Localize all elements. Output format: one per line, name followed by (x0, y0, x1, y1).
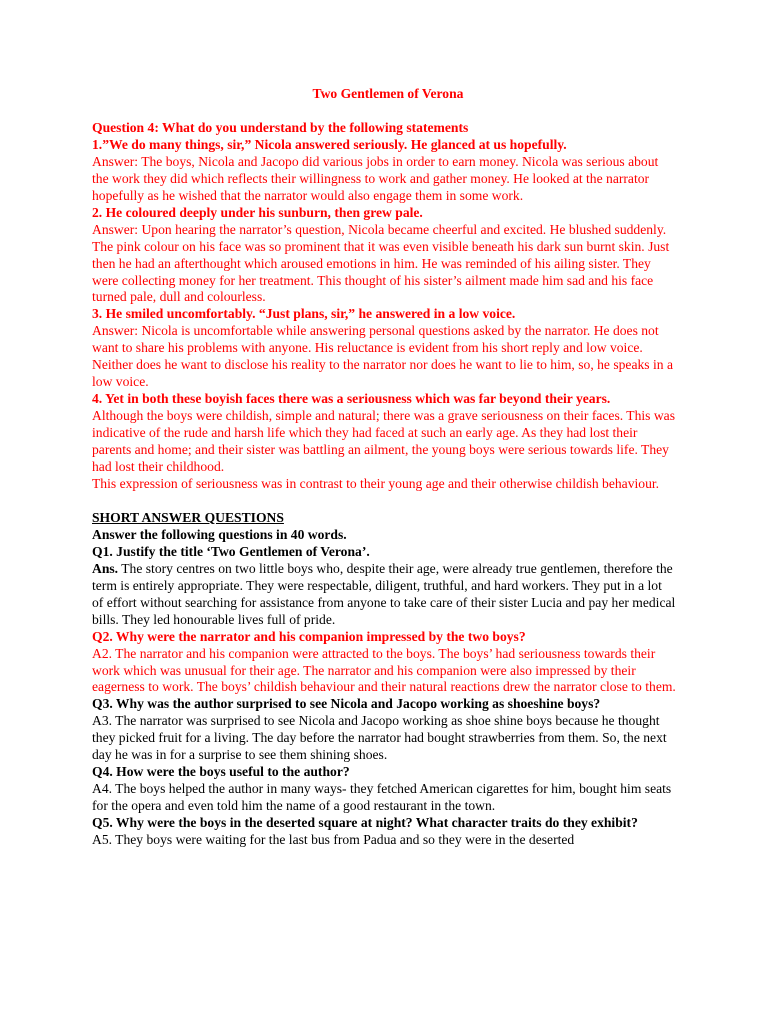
answer-2: Answer: Upon hearing the narrator’s question, Nicola became cheerful and excited. He blushed suddenly. The pink colour on his face was so prominent that it was even visible beneath his dark sun burnt skin. Just then he had an afterthought which aroused emotions in him. He was reminded of his ailing sister. They were collecting money for her treatment. This thought of his sister’s ailment made him sad and his face turned pale, dull and colourless. (92, 221, 670, 305)
question-4: Q4. How were the boys useful to the author? (92, 764, 350, 780)
answer-q3: A3. The narrator was surprised to see Nicola and Jacopo working as shoe shine boys because he thought they picked fruit for a living. The day before the narrator had bought strawberries from them. So, the next day he was in for a surprise to see them shining shoes. (92, 713, 667, 763)
answer-4-continued: This expression of seriousness was in contrast to their young age and their otherwise childish behaviour. (92, 475, 660, 491)
statement-3: 3. He smiled uncomfortably. “Just plans, sir,” he answered in a low voice. (92, 306, 516, 322)
answer-prefix: Ans. (92, 560, 119, 576)
statement-1: 1.”We do many things, sir,” Nicola answered seriously. He glanced at us hopefully. (92, 136, 567, 152)
answer-q4: A4. The boys helped the author in many ways- they fetched American cigarettes for him, bought him seats for the opera and even told him the name of a good restaurant in the town. (92, 781, 672, 814)
question-1: Q1. Justify the title ‘Two Gentlemen of Verona’. (92, 543, 370, 559)
question-5: Q5. Why were the boys in the deserted square at night? What character traits do they exhibit? (92, 815, 638, 831)
answer-q1 (92, 561, 676, 629)
answer-q2: A2. The narrator and his companion were attracted to the boys. The boys’ had seriousness towards their work which was unusual for their age. The narrator and his companion were also impressed by their eagerness to work. The boys’ childish behaviour and their natural reactions drew the narrator close to them. (92, 645, 676, 695)
question-3: Q3. Why was the author surprised to see Nicola and Jacopo working as shoeshine boys? (92, 696, 601, 712)
answer-1: Answer: The boys, Nicola and Jacopo did various jobs in order to earn money. Nicola was serious about the work they did which reflects their willingness to work and gather money. He looked at the narrator hopefully as he wished that the narrator would also engage them in some work. (92, 153, 659, 203)
question-4-heading: Question 4: What do you understand by the following statements (92, 119, 469, 135)
page-title: Two Gentlemen of Verona (312, 86, 464, 101)
question-2: Q2. Why were the narrator and his companion impressed by the two boys? (92, 628, 526, 644)
paragraph-gap (92, 493, 676, 510)
answer-q5: A5. They boys were waiting for the last bus from Padua and so they were in the deserted (92, 832, 575, 848)
answer-4: Although the boys were childish, simple and natural; there was a grave seriousness on their faces. This was indicative of the rude and harsh life which they had faced at such an early age. As they had lost their parents and home; and their sister was battling an ailment, the young boys were serious towards life. They had lost their childhood. (92, 408, 675, 475)
statement-2: 2. He coloured deeply under his sunburn, then grew pale. (92, 204, 423, 220)
short-answer-instruction: Answer the following questions in 40 words. (92, 526, 347, 542)
short-answer-heading: SHORT ANSWER QUESTIONS (92, 509, 284, 525)
answer-q1-text: The story centres on two little boys who, despite their age, were already true gentlemen, therefore the term is entirely appropriate. They were respectable, diligent, truthful, and hard workers. They put in a lot of effort without searching for assistance from anyone to take care of their sister Lucia and pay her medical bills. They led honourable lives full of pride. (92, 560, 676, 627)
statement-4: 4. Yet in both these boyish faces there was a seriousness which was far beyond their years. (92, 391, 611, 407)
answer-3: Answer: Nicola is uncomfortable while answering personal questions asked by the narrator. He does not want to share his problems with anyone. His reluctance is evident from his short reply and low voice. Neither does he want to disclose his reality to the narrator nor does he want to lie to him, so, he speaks in a low voice. (92, 323, 673, 390)
